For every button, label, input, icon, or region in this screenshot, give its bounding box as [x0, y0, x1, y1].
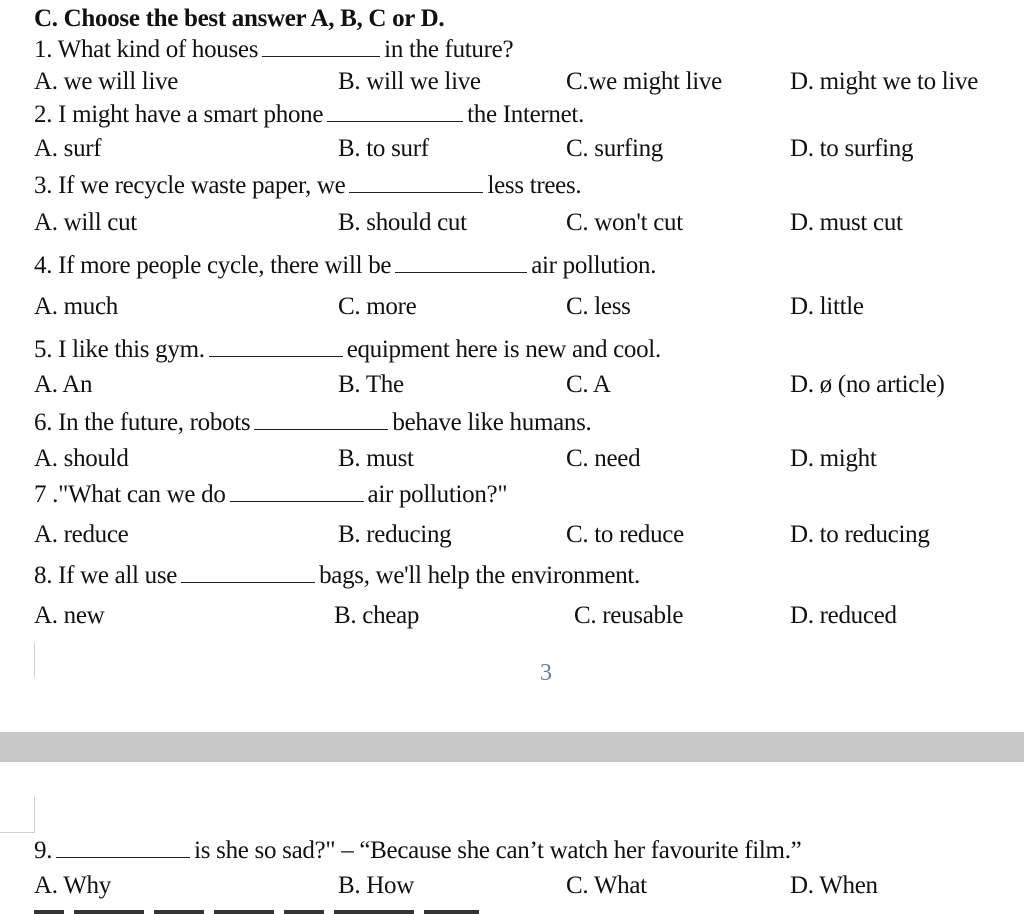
- answer-blank: [327, 103, 463, 122]
- question-2-option-c: C. surfing: [566, 135, 664, 162]
- question-1-option-d: D. might we to live: [790, 68, 979, 95]
- question-5-option-a: A. An: [34, 371, 93, 398]
- question-3-option-d: D. must cut: [790, 209, 903, 236]
- question-7-option-a: A. reduce: [34, 521, 129, 548]
- question-8-option-c: C. reusable: [574, 602, 684, 629]
- answer-blank: [262, 38, 380, 57]
- question-6-text: 6. In the future, robots: [34, 409, 251, 436]
- question-9-option-b: B. How: [338, 872, 414, 899]
- answer-blank: [349, 174, 483, 193]
- answer-blank: [230, 483, 364, 502]
- question-5-text: 5. I like this gym.: [34, 336, 205, 363]
- page-number: 3: [540, 660, 552, 686]
- answer-blank: [209, 338, 343, 357]
- question-1-text: 1. What kind of houses: [34, 36, 259, 63]
- question-9-option-d: D. When: [790, 872, 878, 899]
- question-8-text: 8. If we all use: [34, 562, 178, 589]
- question-8-text-end: bags, we'll help the environment.: [319, 562, 640, 589]
- question-8: [34, 561, 640, 591]
- question-1-option-c: C.we might live: [566, 68, 722, 95]
- question-6-option-d: D. might: [790, 445, 877, 472]
- question-3-option-b: B. should cut: [338, 209, 467, 236]
- question-7: [34, 480, 507, 510]
- page-margin-mark: [0, 796, 35, 833]
- answer-blank: [254, 411, 388, 430]
- question-9-text-end: is she so sad?" – “Because she can’t watch her favourite film.”: [194, 837, 802, 864]
- page-separator: [0, 732, 1024, 762]
- question-4-option-d: D. little: [790, 293, 864, 320]
- question-2-text: 2. I might have a smart phone: [34, 101, 324, 128]
- question-2-option-d: D. to surfing: [790, 135, 914, 162]
- question-9-text: 9.: [34, 837, 53, 864]
- question-1: [34, 35, 513, 65]
- question-8-option-d: D. reduced: [790, 602, 897, 629]
- question-6-text-end: behave like humans.: [392, 409, 592, 436]
- question-1-option-b: B. will we live: [338, 68, 481, 95]
- question-9: [34, 836, 801, 866]
- question-5-option-b: B. The: [338, 371, 404, 398]
- question-2-option-a: A. surf: [34, 135, 102, 162]
- question-3-text: 3. If we recycle waste paper, we: [34, 172, 346, 199]
- question-8-option-a: A. new: [34, 602, 105, 629]
- answer-blank: [181, 564, 315, 583]
- question-6-option-a: A. should: [34, 445, 129, 472]
- question-4-option-c: C. less: [566, 293, 631, 320]
- answer-blank: [56, 839, 190, 858]
- question-4-text: 4. If more people cycle, there will be: [34, 252, 392, 279]
- section-heading: C. Choose the best answer A, B, C or D.: [34, 5, 445, 32]
- question-2-text-end: the Internet.: [467, 101, 585, 128]
- question-3: [34, 171, 581, 201]
- question-7-option-b: B. reducing: [338, 521, 452, 548]
- question-1-option-a: A. we will live: [34, 68, 179, 95]
- question-7-text: 7 ."What can we do: [34, 481, 226, 508]
- question-5-text-end: equipment here is new and cool.: [346, 336, 661, 363]
- question-7-option-c: C. to reduce: [566, 521, 684, 548]
- question-2: [34, 100, 584, 130]
- question-3-option-c: C. won't cut: [566, 209, 683, 236]
- question-3-option-a: A. will cut: [34, 209, 137, 236]
- question-6-option-b: B. must: [338, 445, 414, 472]
- question-5-option-d: D. ø (no article): [790, 371, 945, 398]
- question-4: [34, 251, 656, 281]
- question-6-option-c: C. need: [566, 445, 641, 472]
- question-4-text-end: air pollution.: [531, 252, 657, 279]
- question-7-option-d: D. to reducing: [790, 521, 930, 548]
- question-3-text-end: less trees.: [487, 172, 582, 199]
- question-5-option-c: C. A: [566, 371, 611, 398]
- question-4-option-b: C. more: [338, 293, 417, 320]
- answer-blank: [395, 254, 527, 273]
- page-margin-mark: [0, 642, 35, 678]
- question-6: [34, 408, 591, 438]
- question-7-text-end: air pollution?": [367, 481, 508, 508]
- question-2-option-b: B. to surf: [338, 135, 429, 162]
- question-9-option-c: C. What: [566, 872, 647, 899]
- question-1-text-end: in the future?: [384, 36, 514, 63]
- question-8-option-b: B. cheap: [334, 602, 420, 629]
- question-9-option-a: A. Why: [34, 872, 111, 899]
- question-4-option-a: A. much: [34, 293, 118, 320]
- question-5: [34, 335, 661, 365]
